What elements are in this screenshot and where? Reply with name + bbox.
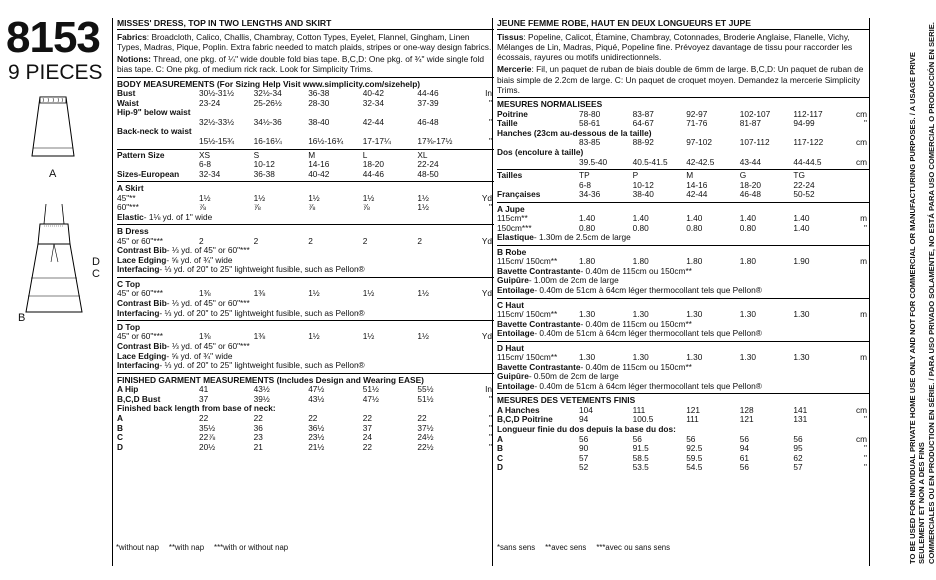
table-row: Finished back length from base of neck: [117, 403, 276, 414]
table-row: 115cm/ 150cm** 1.30 1.30 1.30 1.30 1.30 m [497, 308, 867, 319]
table-row: Back-neck to waist [117, 126, 192, 137]
dress-b-section: B Dress 45" or 60"*** 2 2 2 2 2 Yd Contrast Bib- ⅓ yd. of 45" or 60"*** Lace Edging- ⅝ yd. of ¾" wide Interfacing- ⅓ yd. of 20" to 25" lightweight fusible, such as Pellon® [117, 226, 492, 275]
table-row: Waist 23-24 25-26½ 28-30 32-34 37-39 " [117, 97, 492, 108]
table-row: Hip-9" below waist [117, 107, 191, 118]
top-d-section: D Top 45" or 60"*** 1⅜ 1⅜ 1½ 1½ 1½ Yd Contrast Bib- ⅓ yd. of 45" or 60"*** Lace Edging- ⅝ yd. of ¾" wide Interfacing- ⅓ yd. of 20" to 25" lightweight fusible, such as Pellon® [117, 322, 492, 371]
table-row: D 52 53.5 54.5 56 57 " [497, 462, 867, 473]
dress-b-section-fr: B Robe 115cm/ 150cm** 1.80 1.80 1.80 1.80 1.90 m Bavette Contrastante- 0.40m de 115cm ou 150cm** Guipûre- 1.00m de 2cm de large Entoilage- 0.40m de 51cm à 64cm léger thermocollant tels que Pellon® [497, 247, 867, 296]
table-row: 45" or 60"*** 1⅜ 1⅜ 1½ 1½ 1½ Yd [117, 288, 492, 299]
top-d-section-fr: D Haut 115cm/ 150cm** 1.30 1.30 1.30 1.30 1.30 m Bavette Contrastante- 0.40m de 115cm ou 150cm** Guipûre- 0.50m de 2cm de large Entoilage- 0.40m de 51cm à 64cm léger thermocollant tels que Pellon® [497, 342, 867, 391]
table-row: A 22 22 22 22 22 " [117, 412, 492, 423]
table-row: 6-8 10-12 14-16 18-20 22-24 [579, 179, 815, 190]
english-column [112, 18, 494, 566]
table-row: A Hip 41 43½ 47½ 51½ 55½ In [117, 384, 492, 395]
english-footnotes: *without nap **with nap ***with or without nap [116, 543, 289, 552]
garment-label-a: A [49, 168, 57, 180]
skirt-a-section-fr: A Jupe 115cm** 1.40 1.40 1.40 1.40 1.40 m 150cm*** 0.80 0.80 0.80 0.80 1.40 " Elastique- 1.30m de 2.5cm de large [497, 203, 867, 243]
table-row: B,C,D Poitrine 94 100.5 111 121 131 " [497, 414, 867, 425]
table-row: 32½-33½ 34½-36 38-40 42-44 46-48 " [199, 116, 492, 127]
garment-label-b: B [18, 312, 26, 324]
size-table [117, 151, 494, 180]
table-row: B 35½ 36 36½ 37 37½ " [117, 422, 492, 433]
table-row: Bust 30½-31½ 32½-34 36-38 40-42 44-46 In [117, 87, 492, 98]
table-row: Tailles TP P M G TG [497, 170, 805, 181]
table-row: 83-85 88-92 97-102 107-112 117-122 cm [579, 137, 867, 148]
french-title: JEUNE FEMME ROBE, HAUT EN DEUX LONGUEURS ET JUPE [497, 18, 869, 30]
finished-measurements-fr: MESURES DES VETEMENTS FINIS A Hanches 104 111 121 128 141 cm B,C,D Poitrine 94 100.5 111 121 131 " Longueur finie du dos depuis la base du dos: A 56 56 56 56 56 cm B 90 91.5 92.5 94 95 " C 57 58.5 59.5 61 62 " D 52 53.5 54.5 56 57 " [497, 395, 867, 473]
garment-label-c: C [92, 268, 100, 280]
body-measurements-fr: MESURES NORMALISEES Poitrine 78-80 83-87 92-97 102-107 112-117 cm Taille 58-61 64-67 71-76 81-87 94-99 " Hanches (23cm au-dessous de la taille) 83-85 88-92 97-102 107-112 117-122 cm Dos (encolure à taille) 39.5-40 40.5-41.5 42-42.5 43-44 44-44.5 cm [497, 99, 867, 167]
table-row: A Hanches 104 111 121 128 141 cm [497, 404, 867, 415]
french-column [492, 18, 870, 566]
table-row: 60"*** ⅞ ⅞ ⅞ ⅞ 1½ " [117, 202, 492, 213]
table-row: 115cm** 1.40 1.40 1.40 1.40 1.40 m [497, 213, 867, 224]
table-row: C 22⅞ 23 23½ 24 24½ " [117, 432, 492, 443]
finished-measurements: FINISHED GARMENT MEASUREMENTS (Includes Design and Wearing EASE) A Hip 41 43½ 47½ 51½ 55½ In B,C,D Bust 37 39½ 43½ 47½ 51½ " Finished back length from base of neck: A 22 22 22 22 22 " B 35½ 36 36½ 37 37½ " C 22⅞ 23 23½ 24 24½ " D 20½ 21 21½ 22 22½ " [117, 374, 492, 452]
table-row: Hanches (23cm au-dessous de la taille) [497, 127, 652, 138]
table-row: B,C,D Bust 37 39½ 43½ 47½ 51½ " [117, 393, 492, 404]
table-row: Longueur finie du dos depuis la base du dos: [497, 423, 676, 434]
table-row: Françaises 34-36 38-40 42-44 46-48 50-52 [497, 189, 815, 200]
size-table-fr [497, 171, 869, 200]
fabrics-paragraph-fr: Tissus: Popeline, Calicot, Étamine, Chambray, Cotonnades, Broderie Anglaise, Flanelle, Vichy, Mélanges de Lin, Madras, Piqué, Popeline fine. Prévoyez davantage de tissu pour raccorder les écossais, rayures ou motifs unidirectionnels. [497, 31, 853, 63]
fabrics-paragraph: Fabrics: Broadcloth, Calico, Challis, Chambray, Cotton Types, Eyelet, Flannel, Gingham, Linen Types, Madras, Pique, Poplin. Extra fabric needed to match plaids, stripes or one-way design fabrics. [117, 31, 492, 52]
table-row: Dos (encolure à taille) [497, 146, 584, 157]
garment-label-d: D [92, 256, 100, 268]
table-row: 115cm/ 150cm** 1.80 1.80 1.80 1.80 1.90 m [497, 256, 867, 267]
table-row: 45"** 1½ 1½ 1½ 1½ 1½ Yd [117, 192, 492, 203]
table-row: 6-8 10-12 14-16 18-20 22-24 [199, 159, 439, 170]
table-row: Poitrine 78-80 83-87 92-97 102-107 112-117 cm [497, 108, 867, 119]
dress-bcd-sketch [18, 200, 90, 320]
table-row: 150cm*** 0.80 0.80 0.80 0.80 1.40 " [497, 222, 867, 233]
skirt-a-section: A Skirt 45"** 1½ 1½ 1½ 1½ 1½ Yd 60"*** ⅞ ⅞ ⅞ ⅞ 1½ " Elastic- 1⅛ yd. of 1" wide [117, 183, 492, 222]
table-row: 39.5-40 40.5-41.5 42-42.5 43-44 44-44.5 cm [579, 156, 867, 167]
table-row: 45" or 60"*** 2 2 2 2 2 Yd [117, 235, 492, 246]
french-footnotes: *sans sens **avec sens ***avec ou sans sens [497, 543, 671, 552]
pattern-sizes [117, 149, 494, 180]
top-c-section-fr: C Haut 115cm/ 150cm** 1.30 1.30 1.30 1.30 1.30 m Bavette Contrastante- 0.40m de 115cm ou 150cm** Entoilage- 0.40m de 51cm à 64cm léger thermocollant tels que Pellon® [497, 299, 867, 339]
body-measurement-table-fr [497, 110, 869, 168]
table-row: B 90 91.5 92.5 94 95 " [497, 443, 867, 454]
table-row: C 57 58.5 59.5 61 62 " [497, 452, 867, 463]
notions-paragraph: Notions: Thread, one pkg. of ¼" wide double fold bias tape. B,C,D: One pkg. of ¾" wide single fold bias tape. C: One pkg. of medium rick rack. Look for Simplicity Trims. [117, 54, 485, 75]
table-row: A 56 56 56 56 56 cm [497, 433, 867, 444]
pieces-count: 9 PIECES [8, 61, 103, 84]
top-c-section: C Top 45" or 60"*** 1⅜ 1⅜ 1½ 1½ 1½ Yd Contrast Bib- ⅓ yd. of 45" or 60"*** Interfacing- ⅓ yd. of 20" to 25" lightweight fusible, such as Pellon® [117, 279, 492, 318]
body-measurement-table [117, 89, 494, 147]
table-row: 115cm/ 150cm** 1.30 1.30 1.30 1.30 1.30 m [497, 352, 867, 363]
table-row: D 20½ 21 21½ 22 22½ " [117, 441, 492, 452]
skirt-a-sketch [26, 94, 80, 160]
pattern-number: 8153 [6, 13, 100, 62]
body-measurements: BODY MEASUREMENTS (For Sizing Help Visit www.simplicity.com/sizehelp) Bust 30½-31½ 32½-34 36-38 40-42 44-46 In Waist 23-24 25-26½ 28-30 32-34 37-39 " Hip-9" below waist 32½-33½ 34½-36 38-40 42-44 46-48 " Back-neck to waist 15½-15¾ 16-16¼ 16½-16¾ 17-17¼ 17⅜-17½ " [117, 78, 492, 146]
usage-notice: TO BE USED FOR INDIVIDUAL PRIVATE HOME USE ONLY AND NOT FOR COMMERCIAL OR MANUFACTURING PURPOSES. / A USAGE PRIVE SEULEMENT ET NON A DES FINS COMMERCIALES OU EN PRODUCTION EN SÉRIE. / PARA USO PRIVADO SOLAMENTE, NO ESTÁ PARA USO COMERCIAL O PRODUCCIÓN EN SERIE. [908, 22, 936, 564]
table-row: Sizes-European 32-34 36-38 40-42 44-46 48-50 [117, 168, 439, 179]
english-title: MISSES' DRESS, TOP IN TWO LENGTHS AND SKIRT [117, 18, 494, 30]
table-row: 15½-15¾ 16-16¼ 16½-16¾ 17-17¼ 17⅜-17½ " [199, 135, 492, 146]
table-row: Taille 58-61 64-67 71-76 81-87 94-99 " [497, 118, 867, 129]
table-row: 45" or 60"*** 1⅜ 1⅜ 1½ 1½ 1½ Yd [117, 331, 492, 342]
notions-paragraph-fr: Mercerie: Fil, un paquet de ruban de biais double de 6mm de large. B,C,D: Un paquet de ruban de biais simple de 2.2cm de large. C: Un paquet de croquet moyen. Demandez la mercerie Simplicity Trims. [497, 64, 864, 95]
table-row: Pattern Size XS S M L XL [117, 149, 428, 160]
pattern-sizes-fr [497, 169, 869, 200]
